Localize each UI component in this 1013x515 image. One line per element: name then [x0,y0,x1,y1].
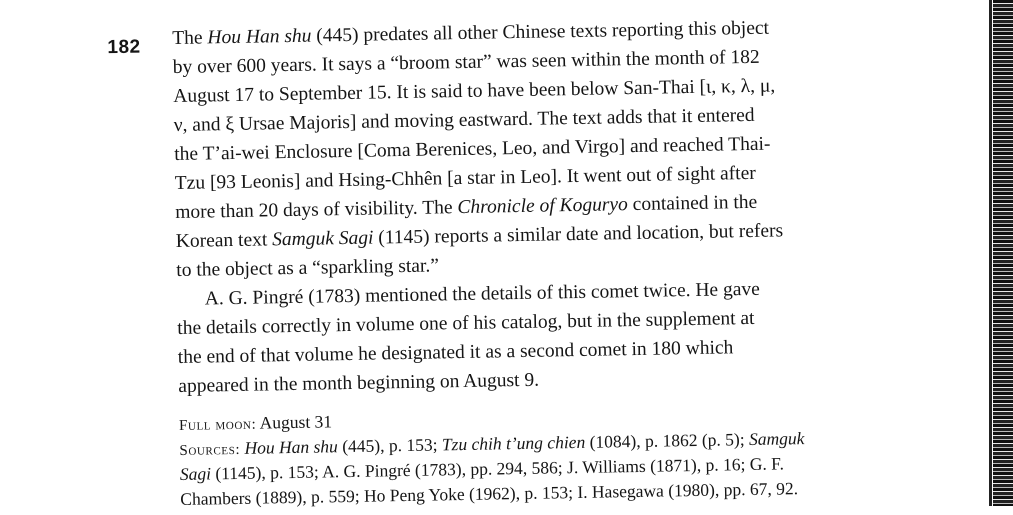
text-run: the T’ai-wei Enclosure [Coma Berenices, Leo, and Virgo] and reached Thai- [174,133,771,166]
text-run: by over 600 years. It says a “broom star” was seen within the month of 182 [172,46,760,79]
notes [179,400,881,512]
text-run: the details correctly in volume one of his catalog, but in the supplement at [177,307,755,339]
text-run: the end of that volume he designated it as a second comet in 180 which [177,337,734,368]
full-moon-value: August 31 [256,411,333,433]
italic-title: Hou Han shu [207,25,312,49]
text-run: (1084), p. 1862 (p. 5); [585,429,750,452]
text-run: Chambers (1889), p. 559; Ho Peng Yoke (1962), p. 153; I. Hasegawa (1980), pp. 67, 92. [180,478,799,509]
page-edge-rule [989,0,992,506]
italic-title: Tzu chih t’ung chien [441,431,586,455]
text-run: Tzu [93 Leonis] and Hsing-Chhên [a star in Leo]. It went out of sight after [174,162,756,195]
italic-title: Samguk Sagi [271,227,374,251]
italic-title: Hou Han shu [244,436,339,458]
italic-title: Samguk [748,428,805,450]
full-moon-label: Full moon: [178,416,257,434]
entry-number: 182 [107,36,141,59]
body-text [172,12,880,512]
text-run: ν, and ξ Ursae Majoris] and moving eastward. The text adds that it entered [173,104,755,137]
text-run: Korean text [175,229,273,253]
text-run: August 17 to September 15. It is said to have been below San-Thai [ι, κ, λ, μ, [173,75,776,108]
text-run: (1145) reports a similar date and location, but refers [373,220,784,249]
text-run: contained in the [627,191,758,216]
text-run: (445) predates all other Chinese texts reporting this object [311,17,770,47]
sources [179,425,880,512]
text-run: The [172,27,208,50]
italic-title: Chronicle of Koguryo [457,194,629,219]
italic-title: Sagi [179,463,212,484]
text-run: (1145), p. 153; A. G. Pingré (1783), pp. 294, 586; J. Williams (1871), p. 16; G. F. [210,453,785,484]
text-run: (445), p. 153; [337,434,443,457]
page-binding-edge [993,0,1013,506]
paragraph-2 [177,273,879,401]
text-run: appeared in the month beginning on August 9. [178,369,540,397]
text-run: A. G. Pingré (1783) mentioned the details of this comet twice. He gave [204,278,760,310]
text-run: to the object as a “sparkling star.” [176,255,440,281]
paragraph-1 [172,12,876,285]
text-run: more than 20 days of visibility. The [175,197,458,224]
sources-label: Sources: [179,441,241,459]
